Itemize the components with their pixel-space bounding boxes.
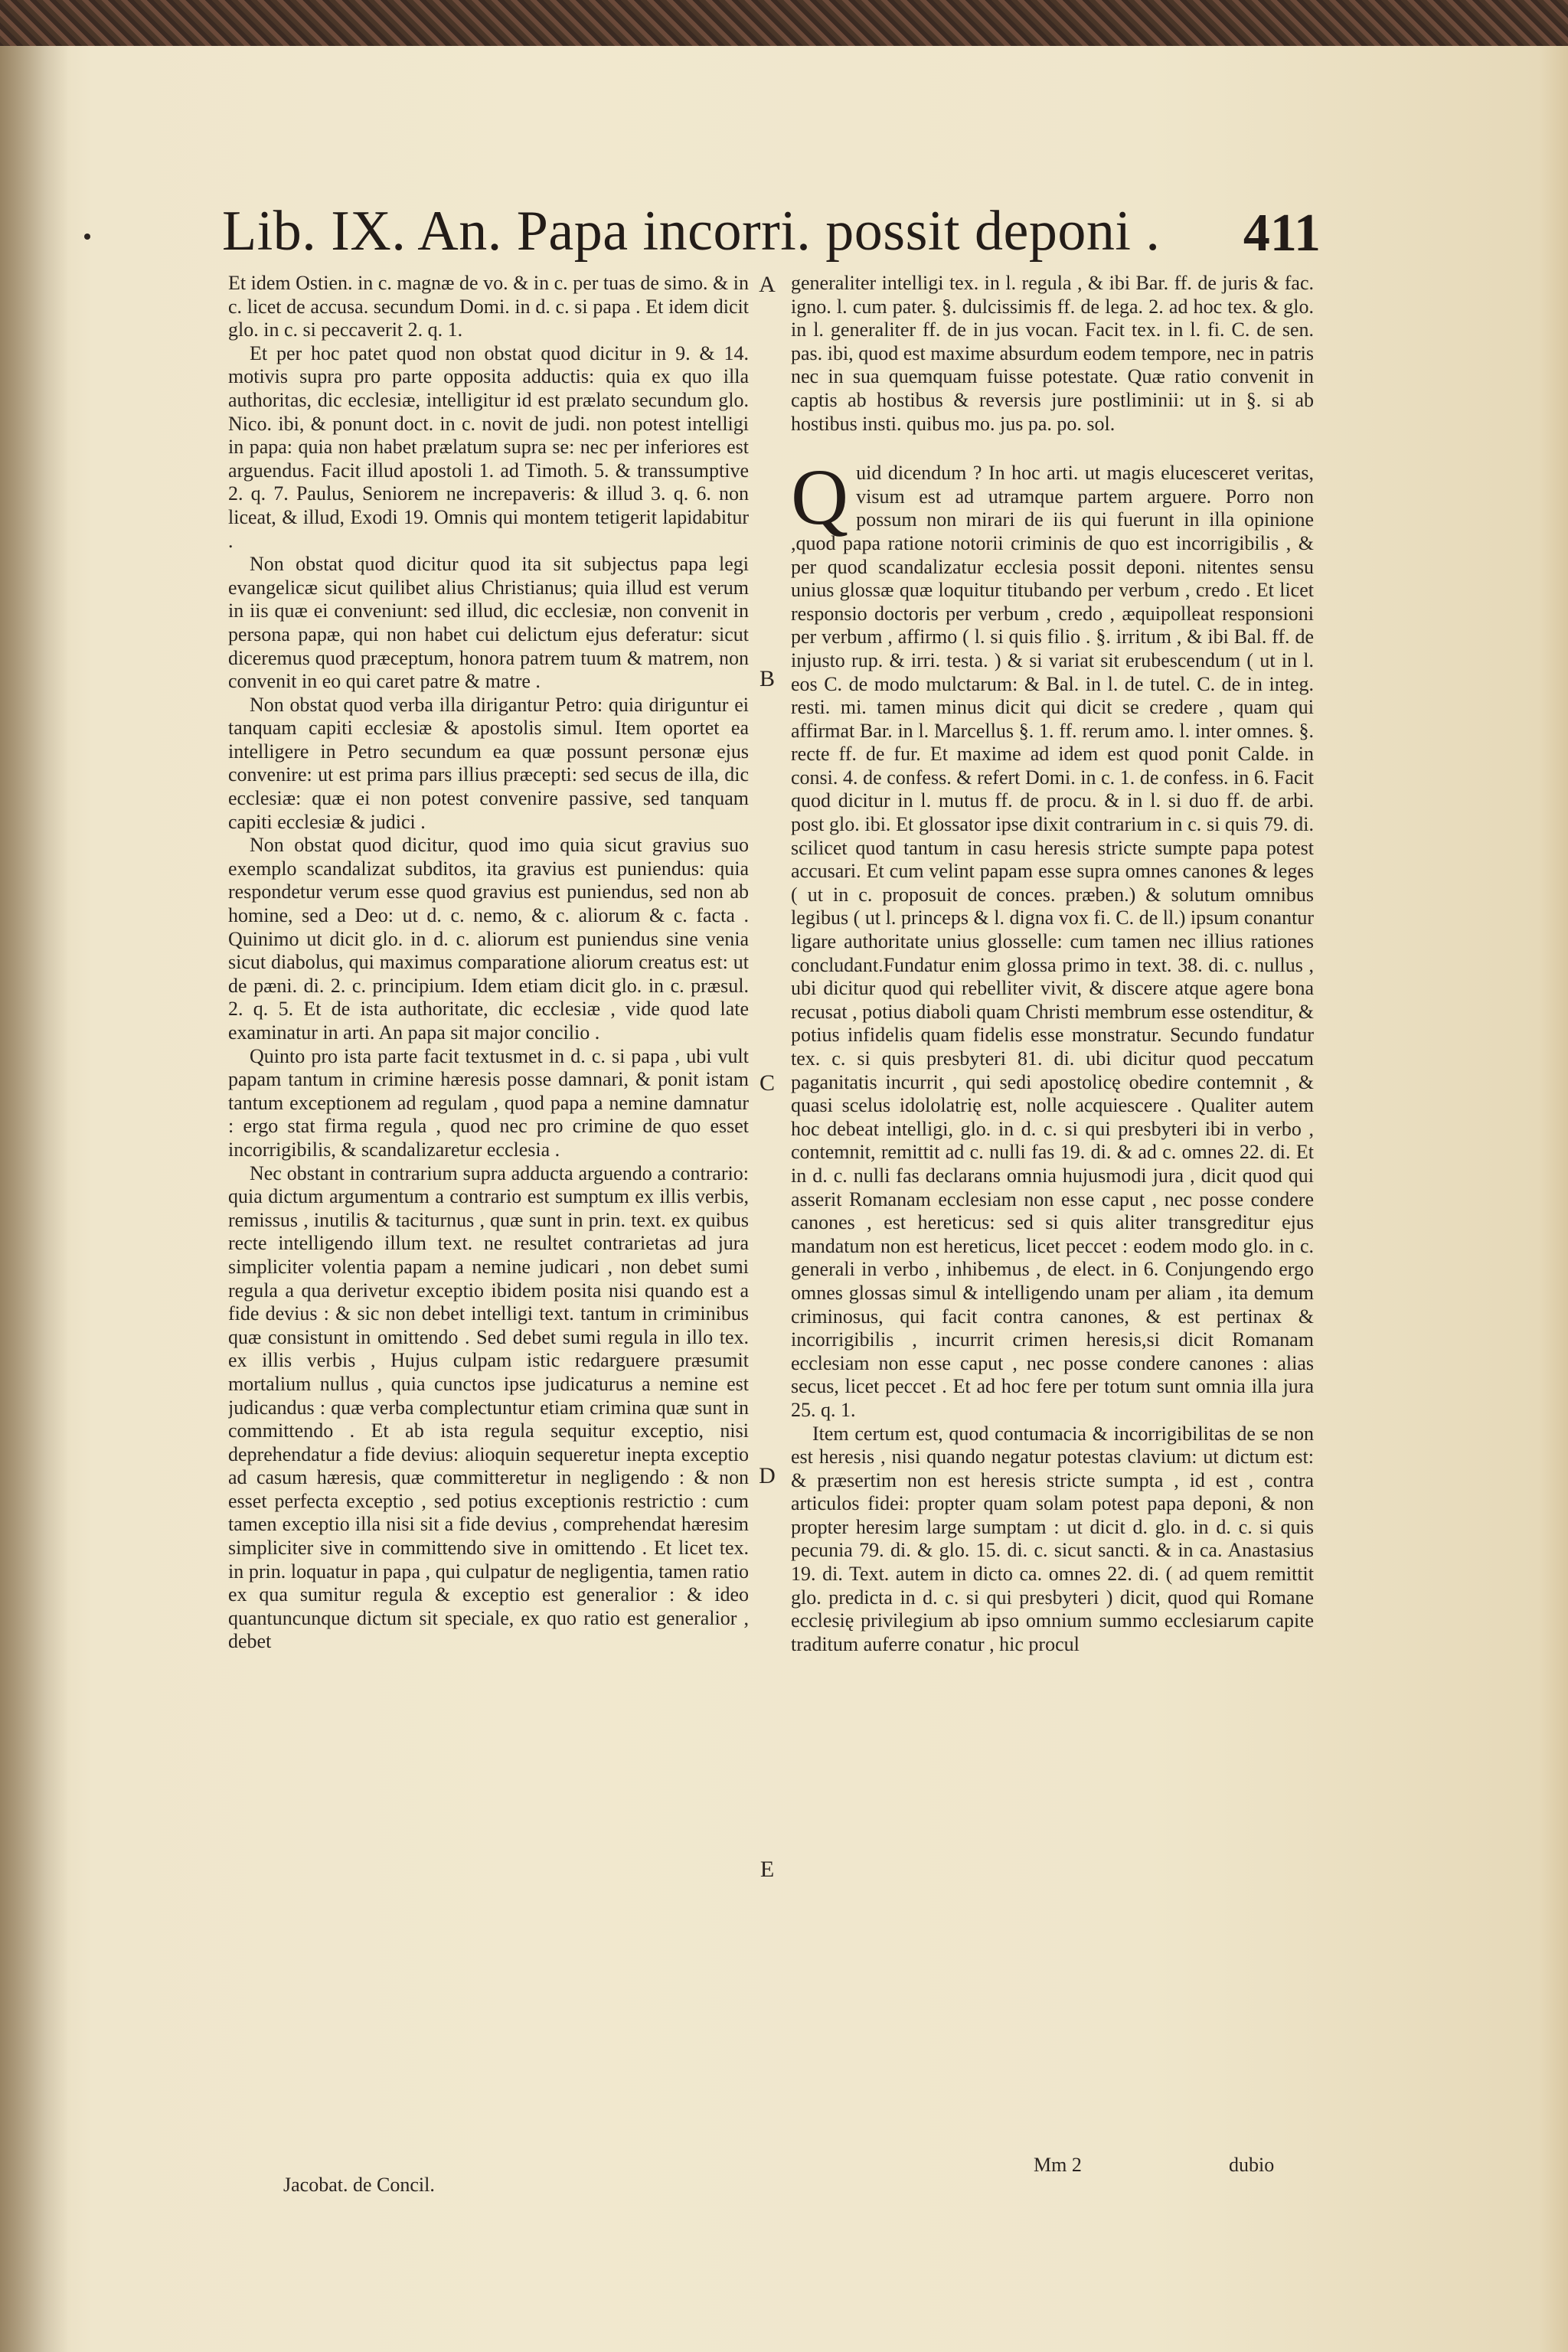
page-number: 411 (1243, 204, 1321, 263)
margin-letter-d: D (759, 1463, 776, 1488)
margin-letter-c: C (759, 1070, 775, 1096)
left-column (228, 272, 749, 2171)
paragraph: Et per hoc patet quod non obstat quod dicitur in 9. & 14. motivis supra pro parte opposita adductis: quia ex quo illa authoritas, dic ecclesiæ, intelligitur id est prælato secundum glo. Nico. ibi, & ponunt doct. in c. novit de judi. non potest intelligi in papa: quia non habet prælatum supra se: nec per inferiores est arguendus. Facit illud apostoli 1. ad Timoth. 5. & transsumptive 2. q. 7. Paulus, Seniorem ne increpaveris: & illud 3. q. 6. non liceat, & illud, Exodi 19. Omnis qui montem tetigerit lapidabitur . (228, 341, 749, 552)
right-catchword: dubio (1229, 2154, 1275, 2176)
paragraph: Non obstat quod dicitur, quod imo quia sicut gravius suo exemplo scandalizat subditos, ita gravius est puniendus: quia respondetur verum esse quod gravius est puniendus, sed non ab homine, sed a Deo: ut d. c. nemo, & c. aliorum & c. facta . Quinimo ut dicit glo. in d. c. aliorum est puniendus sine venia sicut diabolus, qui maximus comparatione aliorum creatus est: ut de pæni. di. 2. c. principium. Idem etiam dicit glo. in c. præsul. 2. q. 5. Et de ista authoritate, dic ecclesiæ , vide quod late examinatur in arti. An papa sit major concilio . (228, 834, 749, 1044)
paragraph: generaliter intelligi tex. in l. regula , & ibi Bar. ff. de juris & fac. igno. l. cum pater. §. dulcissimis ff. de lega. 2. ad hoc tex. & glo. in l. generaliter ff. de in jus vocan. Facit tex. in l. fi. C. de sen. pas. ibi, quod est maxime absurdum eodem tempore, nec in patris nec in sua quemquam fuisse potestate. Quæ ratio convenit in captis ab hostibus & reversis jure postliminii: ut in §. si ab hostibus insti. quibus mo. jus pa. po. sol. (791, 272, 1314, 435)
right-column (791, 272, 1314, 2171)
paragraph: Et idem Ostien. in c. magnæ de vo. & in c. per tuas de simo. & in c. licet de accusa. secundum Domi. in d. c. si papa . Et idem dicit glo. in c. si peccaverit 2. q. 1. (228, 272, 749, 341)
running-head: Lib. IX. An. Papa incorri. possit deponi . (222, 200, 1161, 263)
left-catchword: Jacobat. de Concil. (283, 2174, 435, 2196)
drop-cap: Q (791, 453, 849, 542)
paragraph-text: uid dicendum ? In hoc arti. ut magis elucesceret veritas, visum est ad utramque partem arguere. Porro non possum non mirari de iis qui fuerunt in illa opinione ,quod papa ratione notorii criminis de quo est incorrigibilis , & per quod scandalizatur ecclesia possit deponi. nitentes sensu unius glossæ quæ loquitur titubando per verbum , credo . Et licet responsio doctoris per verbum , credo , æquipolleat responsioni per verbum , affirmo ( l. si quis filio . §. irritum , & ibi Bal. ff. de injusto rup. & irri. testa. ) & si variat sit erubescendum ( ut in l. eos C. de modo mulctarum: & Bal. in l. de tutel. C. de in integ. resti. mi. tamen minus dicit qui dicit se credere , quam qui affirmat Bar. in l. Marcellus §. 1. ff. rerum amo. l. inter omnes. §. recte ff. de fur. Et maxime ad idem est quod ponit Calde. in consi. 4. de confess. & refert Domi. in c. 1. de confess. in 6. Facit quod dicitur in l. mutus ff. de procu. & in l. si duo ff. de arbi. post glo. ibi. Et glossator ipse dixit contrarium in c. si quis 79. di. scilicet quod tantum in casu heresis stricte sumpte papa potest accusari. Et cum velint papam esse supra omnes canones & leges ( ut in c. proposuit de conces. præben.) & solutum omnibus legibus ( ut l. princeps & l. digna vox fi. C. de ll.) ipsum conantur ligare authoritate unius glosselle: cum tamen nec illius rationes concludant.Fundatur enim glossa primo in text. 38. di. c. nullus , ubi dicitur quod qui rebelliter vivit, & discere atque agere bona recusat , potius diaboli quam Christi membrum esse ostenditur, & potius infidelis quam fidelis esse monstratur. Secundo fundatur tex. c. si quis presbyteri 81. di. ubi dicitur quod peccatum paganitatis incurrit , qui sedi apostolicę obedire contemnit , & quasi scelus idololatrię est, nolle acquiescere . Qualiter autem hoc debeat intelligi, glo. in d. c. si qui presbyteri ibi in verbo , contemnit, remittit ad c. nulli fas 19. di. & ad c. omnes 22. di. Et in d. c. nulli fas declarans omnia hujusmodi jura , dicit quod qui asserit Romanam ecclesiam non esse caput , nec posse condere canones , est hereticus: sed si quis aliter transgreditur ejus mandatum non est hereticus, licet peccet : eodem modo glo. in c. generali in verbo , inhibemus , de elect. in 6. Conjungendo ergo omnes glossas simul & intelligendo unam per aliam , ita demum criminosus, qui facit contra canones, & est pertinax & incorrigibilis , incurrit crimen heresis,si dicit Romanam ecclesiam non esse caput , nec posse condere canones : alias secus, licet peccet . Et ad hoc fere per totum sunt omnia illa jura 25. q. 1. (791, 462, 1314, 1421)
paragraph: Item certum est, quod contumacia & incorrigibilitas de se non est heresis , nisi quando negatur potestas clavium: ut dictum est: & præsertim non est heresis stricte sumpta , id est , contra articulos fidei: propter quam solam potest papa deponi, & non propter heresim large sumptam : ut dicit d. glo. in d. c. si quis pecunia 79. di. & glo. 15. di. c. sicut sancti. & in ca. Anastasius 19. di. Text. autem in dicto ca. omnes 22. di. ( ad quem remittit glo. predicta in d. c. si qui presbyteri ) dicit, quod qui Romane ecclesię privilegium ab ipso omnium summo ecclesiarum capite traditum auferre conatur , hic procul (791, 1422, 1314, 1655)
paragraph: Quinto pro ista parte facit textusmet in d. c. si papa , ubi vult papam tantum in crimine hæresis posse damnari, & ponit istam tantum exceptionem ad regulam , quod papa a nemine damnatur : ergo stat firma regula , quod nec pro crimine de quo esset incorrigibilis, & scandalizaretur ecclesia . (228, 1044, 749, 1161)
margin-letter-a: A (759, 272, 776, 297)
margin-letter-b: B (759, 666, 775, 691)
margin-dot (84, 234, 90, 240)
signature-mark: Mm 2 (1034, 2154, 1082, 2176)
paragraph: Nec obstant in contrarium supra adducta arguendo a contrario: quia dictum argumentum a contrario est sumptum ex illis verbis, remissus , inutilis & taciturnus , quæ sunt in prin. text. ex quibus recte intelligendo illum text. ne resultet contrarietas ad jura simpliciter volentia papam a nemine judicari , non debet sumi regula a qua derivetur exceptio ibidem posita nisi quando est a fide devius : & sic non debet intelligi text. tantum in criminibus quæ consistunt in omittendo . Sed debet sumi regula in illo tex. ex illis verbis , Hujus culpam istic redarguere præsumit mortalium nullus , quia cunctos ipse judicaturus a nemine est judicandus : quæ verba complectuntur etiam crimina quæ sunt in committendo . Et ab ista regula sequitur exceptio, nisi deprehendatur a fide devius: alioquin sequeretur inepta exceptio ad casum hæresis, quæ committeretur in negligendo : & non esset perfecta exceptio , sed potius exceptionis restrictio : cum tamen exceptio illa nisi sit a fide devius , comprehendat hæresim simpliciter sive in committendo sive in omittendo . Et licet tex. in prin. loquatur in papa , qui culpatur de negligentia, tamen ratio ex qua sumitur regula & exceptio est generalior : & ideo quantuncunque dictum sit speciale, ex quo ratio est generalior , debet (228, 1161, 749, 1653)
paragraph: Non obstat quod dicitur quod ita sit subjectus papa legi evangelicæ sicut quilibet alius Christianus; quia illud est verum in iis quæ ei conveniunt: sed illud, dic ecclesiæ, non convenit in persona papæ, qui non habet cui delictum ejus deferatur: sicut diceremus quod præceptum, honora patrem tuum & matrem, non convenit in eo qui caret patre & matre . (228, 553, 749, 693)
page-gutter-shadow (0, 46, 69, 2352)
paragraph-with-dropcap (791, 453, 1314, 1422)
margin-letter-e: E (760, 1857, 775, 1882)
paragraph: Non obstat quod verba illa dirigantur Petro: quia diriguntur ei tanquam capiti ecclesiæ & apostolis simul. Item oportet ea intelligere in Petro secundum ea quæ possunt personæ ejus convenire: ut est prima pars illius præcepti: sed secus de illa, dic ecclesiæ: quæ ei non potest convenire passive, sed tanquam capiti ecclesiæ & judici . (228, 693, 749, 833)
